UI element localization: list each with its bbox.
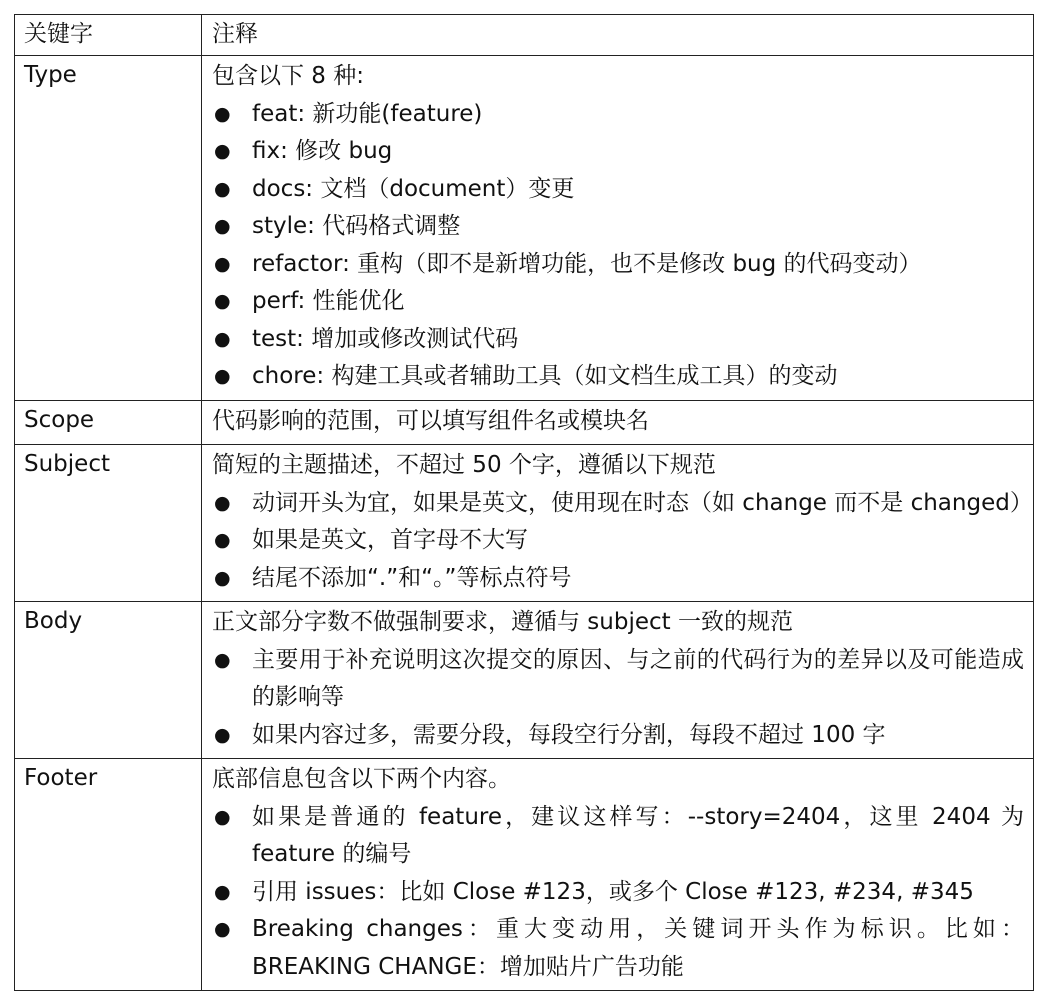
keyword-scope: Scope	[15, 400, 202, 445]
list-item: ● 动词开头为宜，如果是英文，使用现在时态（如 change 而不是 changed）	[212, 485, 1024, 523]
list-item: ● 如果是英文，首字母不大写	[212, 522, 1024, 560]
keyword-type: Type	[15, 56, 202, 401]
table-header-row	[15, 15, 1034, 56]
list-item: ● feat: 新功能(feature)	[212, 96, 1024, 134]
row-type	[15, 56, 1034, 401]
row-subject	[15, 445, 1034, 602]
row-scope	[15, 400, 1034, 445]
list-item: ● 结尾不添加“.”和“。”等标点符号	[212, 560, 1024, 598]
list-item: ● 如果是普通的 feature，建议这样写：--story=2404，这里 2404 为 feature 的编号	[212, 799, 1024, 874]
keyword-subject: Subject	[15, 445, 202, 602]
row-footer	[15, 759, 1034, 991]
type-list	[212, 96, 1024, 396]
subject-list	[212, 485, 1033, 598]
list-item: ● style: 代码格式调整	[212, 208, 1024, 246]
list-item: ● chore: 构建工具或者辅助工具（如文档生成工具）的变动	[212, 358, 1024, 396]
body-intro: 正文部分字数不做强制要求，遵循与 subject 一致的规范	[212, 609, 793, 635]
scope-intro: 代码影响的范围，可以填写组件名或模块名	[212, 407, 649, 434]
commit-convention-table	[14, 14, 1034, 991]
header-keyword: 关键字	[15, 15, 202, 56]
keyword-body: Body	[15, 602, 202, 759]
type-intro: 包含以下 8 种:	[212, 63, 365, 89]
list-item: ● docs: 文档（document）变更	[212, 171, 1024, 209]
list-item: ● Breaking changes：重大变动用，关键词开头作为标识。比如：BREAKING CHANGE：增加贴片广告功能	[212, 911, 1024, 986]
list-item: ● refactor: 重构（即不是新增功能，也不是修改 bug 的代码变动）	[212, 246, 1024, 284]
keyword-footer: Footer	[15, 759, 202, 991]
annotation-subject	[202, 445, 1034, 602]
annotation-type	[202, 56, 1034, 401]
annotation-footer	[202, 759, 1034, 991]
subject-intro: 简短的主题描述，不超过 50 个字，遵循以下规范	[212, 452, 716, 478]
footer-intro: 底部信息包含以下两个内容。	[212, 766, 511, 792]
list-item: ● fix: 修改 bug	[212, 133, 1024, 171]
list-item: ● 主要用于补充说明这次提交的原因、与之前的代码行为的差异以及可能造成的影响等	[212, 642, 1024, 717]
footer-list	[212, 799, 1024, 987]
row-body	[15, 602, 1034, 759]
annotation-body	[202, 602, 1034, 759]
annotation-scope	[202, 400, 1034, 445]
list-item: ● 引用 issues：比如 Close #123，或多个 Close #123, #234, #345	[212, 874, 1024, 912]
body-list	[212, 642, 1024, 755]
list-item: ● 如果内容过多，需要分段，每段空行分割，每段不超过 100 字	[212, 717, 1024, 755]
list-item: ● test: 增加或修改测试代码	[212, 321, 1024, 359]
list-item: ● perf: 性能优化	[212, 283, 1024, 321]
header-annotation: 注释	[202, 15, 1034, 56]
